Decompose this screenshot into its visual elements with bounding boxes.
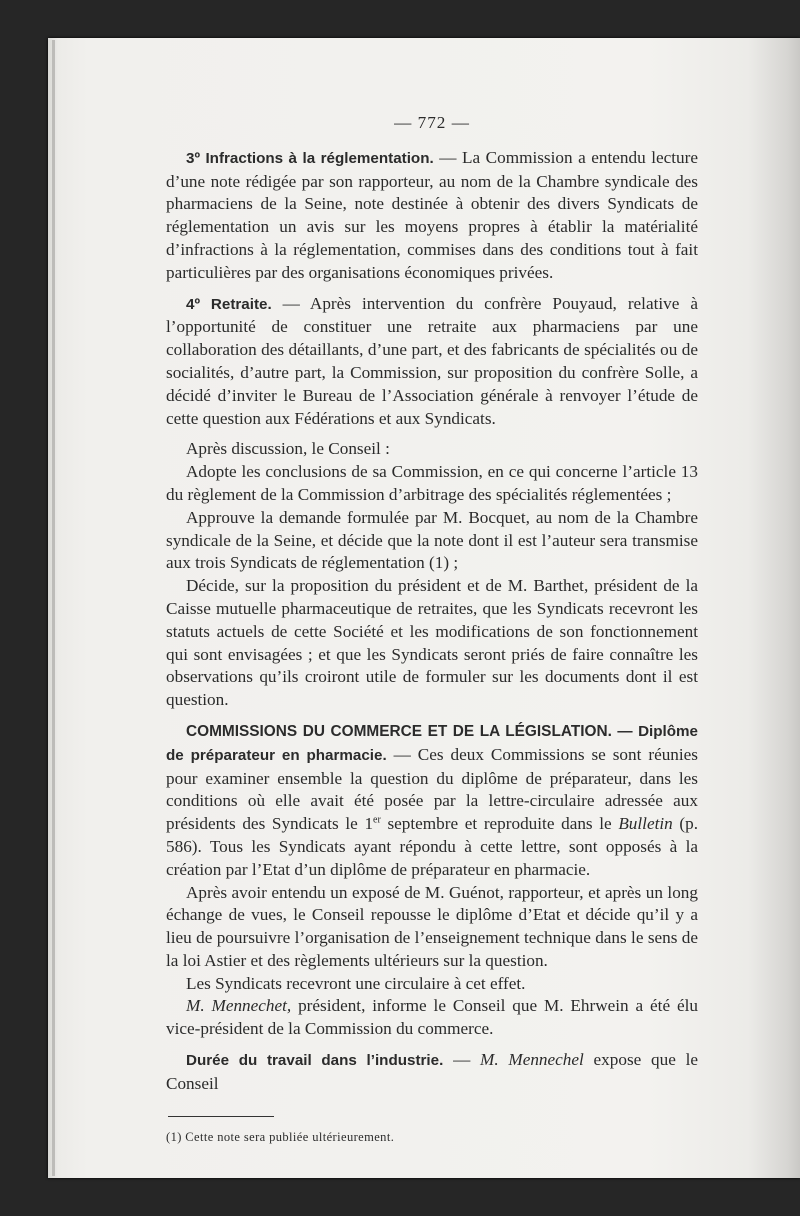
section-label-infractions: 3º Infractions à la réglementation. — [186, 149, 434, 167]
paragraph-infractions: 3º Infractions à la réglementation. — La Commission a entendu lecture d’une note rédigée par son rapporteur, au nom de la Chambre syndicale des pharmaciens de la Seine, note destinée à obtenir des divers Syndicats de réglementation un avis sur les moyens propres à établir la matérialité d’infractions à la réglementation, commises dans des conditions tout à fait particulières par des organisations économiques privées. — [166, 147, 698, 282]
paragraph-decide: Décide, sur la proposition du président et de M. Barthet, président de la Caisse mutuelle pharmaceutique de retraites, que les Syndicats recevront les statuts actuels de cette Société et les modifications de son fonctionnement qui sont envisagées ; et que les Syndicats seront priés de faire connaître les observations qu’ils croiront utile de formuler sur les documents dont il est question. — [166, 576, 698, 710]
paragraph-mennechet: M. Mennechet, président, informe le Conseil que M. Ehrwein a été élu vice-président de la Commission du commerce. — [166, 996, 698, 1039]
page-content — [166, 112, 698, 1145]
section-label-retraite: 4º Retraite. — [186, 295, 272, 313]
footnote: (1) Cette note sera publiée ultérieurement. — [166, 1129, 395, 1144]
speaker-name: M. Mennechet, — [186, 996, 292, 1016]
section-label-diplome: — Diplôme de préparateur en pharmacie. — [166, 722, 698, 764]
section-heading-commissions: COMMISSIONS DU COMMERCE ET DE LA LÉGISLATION. — [186, 722, 612, 740]
paragraph-retraite: 4º Retraite. — Après intervention du confrère Pouyaud, relative à l’opportunité de constituer une retraite aux pharmaciens par une collaboration des détaillants, d’une part, et des fabricants de spécialités ou de socialités, d’autre part, la Commission, sur proposition du confrère Solle, a décidé d’inviter le Bureau de l’Association générale à renvoyer l’étude de cette question aux Fédérations et aux Syndicats. — [166, 293, 698, 428]
footnote-rule — [168, 1116, 274, 1117]
page-number: — 772 — — [394, 113, 470, 132]
paragraph-duree-travail: Durée du travail dans l’industrie. — M. Mennechel expose que le Conseil — [166, 1050, 698, 1093]
paragraph-approuve: Approuve la demande formulée par M. Bocquet, au nom de la Chambre syndicale de la Seine, et décide que la note dont il est l’auteur sera transmise aux trois Syndicats de réglementation (1) ; — [166, 507, 698, 573]
paragraph-adopte: Adopte les conclusions de sa Commission, en ce qui concerne l’article 13 du règlement de la Commission d’arbitrage des spécialités réglementées ; — [166, 462, 698, 504]
page-binding-edge — [52, 40, 55, 1176]
bulletin-title: Bulletin — [618, 814, 673, 834]
paragraph-commissions: COMMISSIONS DU COMMERCE ET DE LA LÉGISLATION. — Diplôme de préparateur en pharmacie. — Ces deux Commissions se sont réunies pour examiner ensemble la question du diplôme de préparateur, dans les conditions où elle avait été posée par la lettre-circulaire adressée aux présidents des Syndicats le 1er septembre et reproduite dans le Bulletin (p. 586). Tous les Syndicats ayant répondu à cette lettre, sont opposés à la création par l’Etat d’un diplôme de préparateur en pharmacie. — [166, 722, 698, 879]
paragraph-discussion: Après discussion, le Conseil : — [186, 439, 390, 459]
speaker-name-2: M. Mennechel — [480, 1050, 584, 1070]
paragraph-circulaire: Les Syndicats recevront une circulaire à cet effet. — [186, 973, 526, 993]
paragraph-guenot: Après avoir entendu un exposé de M. Guénot, rapporteur, et après un long échange de vues, le Conseil repousse le diplôme d’Etat et décide qu’il y a lieu de poursuivre l’organisation de l’enseignement technique dans le sens de la loi Astier et des règlements ultérieurs sur la question. — [166, 882, 698, 970]
section-label-duree: Durée du travail dans l’industrie. — [186, 1052, 444, 1070]
